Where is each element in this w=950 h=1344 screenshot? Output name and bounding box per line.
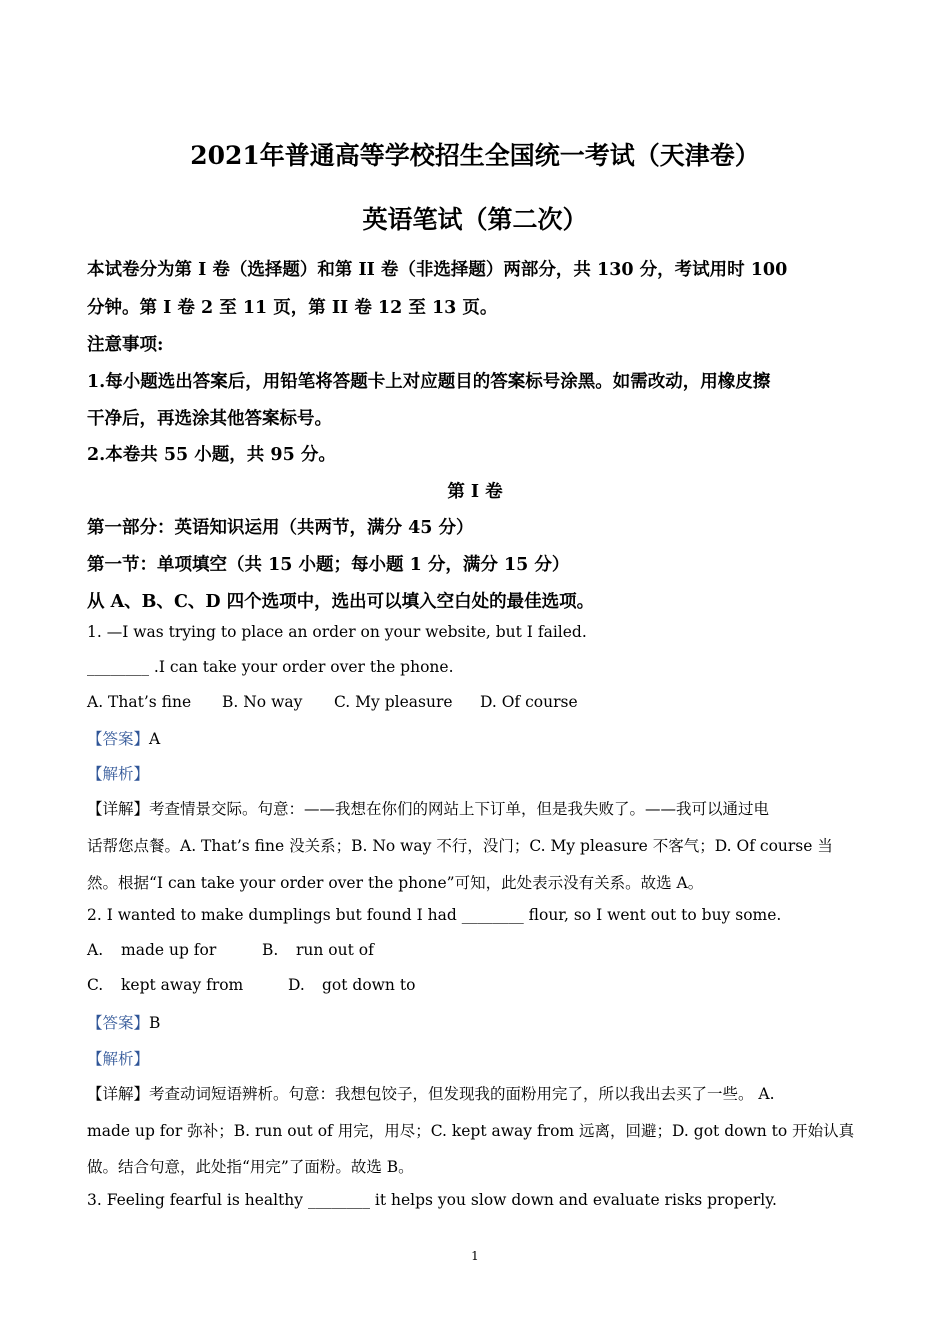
volume-heading: 第 I 卷 <box>447 482 503 502</box>
section-1-heading: 第一节：单项填空（共 15 小题；每小题 1 分，满分 15 分） <box>87 555 570 575</box>
q2-option-c-letter: C. <box>87 976 104 994</box>
exam-title: 2021年普通高等学校招生全国统一考试（天津卷） <box>190 141 760 170</box>
q2-option-d: got down to <box>322 976 416 994</box>
q2-detail-line-1: 【详解】考查动词短语辨析。句意：我想包饺子，但发现我的面粉用完了，所以我出去买了一些。 A. <box>87 1085 775 1103</box>
q2-detail-line-3: 做。结合句意，此处指“用完”了面粉。故选 B。 <box>87 1158 414 1176</box>
q2-options-row-2 <box>87 976 415 994</box>
q1-option-c: C. My pleasure <box>334 693 453 711</box>
q1-detail-line-1: 【详解】考查情景交际。句意：——我想在你们的网站上下订单，但是我失败了。——我可以通过电 <box>87 800 770 818</box>
q1-option-a: A. That’s fine <box>87 693 192 711</box>
intro-line-2: 分钟。第 I 卷 2 至 11 页，第 II 卷 12 至 13 页。 <box>87 298 498 318</box>
q1-option-b: B. No way <box>222 693 303 711</box>
q1-stem-line-1: 1. —I was trying to place an order on your website, but I failed. <box>87 623 587 641</box>
q1-analysis-label: 【解析】 <box>87 765 150 783</box>
q2-option-b-letter: B. <box>262 941 279 959</box>
q1-stem-line-2: ________ .I can take your order over the phone. <box>87 658 454 676</box>
page-number: 1 <box>471 1249 479 1263</box>
q2-answer-label: 【答案】 <box>87 1014 150 1032</box>
intro-line-1: 本试卷分为第 I 卷（选择题）和第 II 卷（非选择题）两部分，共 130 分，考试用时 100 <box>87 260 788 280</box>
q2-analysis-label: 【解析】 <box>87 1050 150 1068</box>
notice-1-line-1: 1.每小题选出答案后，用铅笔将答题卡上对应题目的答案标号涂黑。如需改动，用橡皮擦 <box>87 372 771 392</box>
q3-stem: 3. Feeling fearful is healthy ________ it helps you slow down and evaluate risks properly. <box>87 1191 777 1209</box>
q2-option-a: made up for <box>121 941 217 959</box>
q2-options-row-1 <box>87 941 374 959</box>
notice-title: 注意事项: <box>87 335 164 355</box>
notice-1-line-2: 干净后，再选涂其他答案标号。 <box>87 409 332 429</box>
q2-answer-value: B <box>149 1014 161 1032</box>
q2-option-a-letter: A. <box>87 941 104 959</box>
q2-detail-line-2: made up for 弥补；B. run out of 用完，用尽；C. kept away from 远离，回避；D. got down to 开始认真 <box>87 1122 855 1140</box>
q2-option-d-letter: D. <box>288 976 305 994</box>
q2-answer <box>87 1011 160 1033</box>
instruction: 从 A、B、C、D 四个选项中，选出可以填入空白处的最佳选项。 <box>87 592 595 612</box>
q2-option-c: kept away from <box>121 976 244 994</box>
notice-2: 2.本卷共 55 小题，共 95 分。 <box>87 445 336 465</box>
q1-answer-label: 【答案】 <box>87 730 150 748</box>
q1-answer <box>87 727 160 749</box>
q1-detail-line-3: 然。根据“I can take your order over the phone”可知，此处表示没有关系。故选 A。 <box>87 874 704 892</box>
exam-subtitle: 英语笔试（第二次） <box>362 205 588 234</box>
q2-option-b: run out of <box>296 941 374 959</box>
q1-detail-line-2: 话帮您点餐。A. That’s fine 没关系；B. No way 不行，没门；C. My pleasure 不客气；D. Of course 当 <box>87 837 833 855</box>
q1-answer-value: A <box>149 730 161 748</box>
q1-option-d: D. Of course <box>480 693 578 711</box>
q2-stem: 2. I wanted to make dumplings but found I had ________ flour, so I went out to buy some. <box>87 906 782 924</box>
q1-options <box>87 693 578 711</box>
part-1-heading: 第一部分：英语知识运用（共两节，满分 45 分） <box>87 518 474 538</box>
